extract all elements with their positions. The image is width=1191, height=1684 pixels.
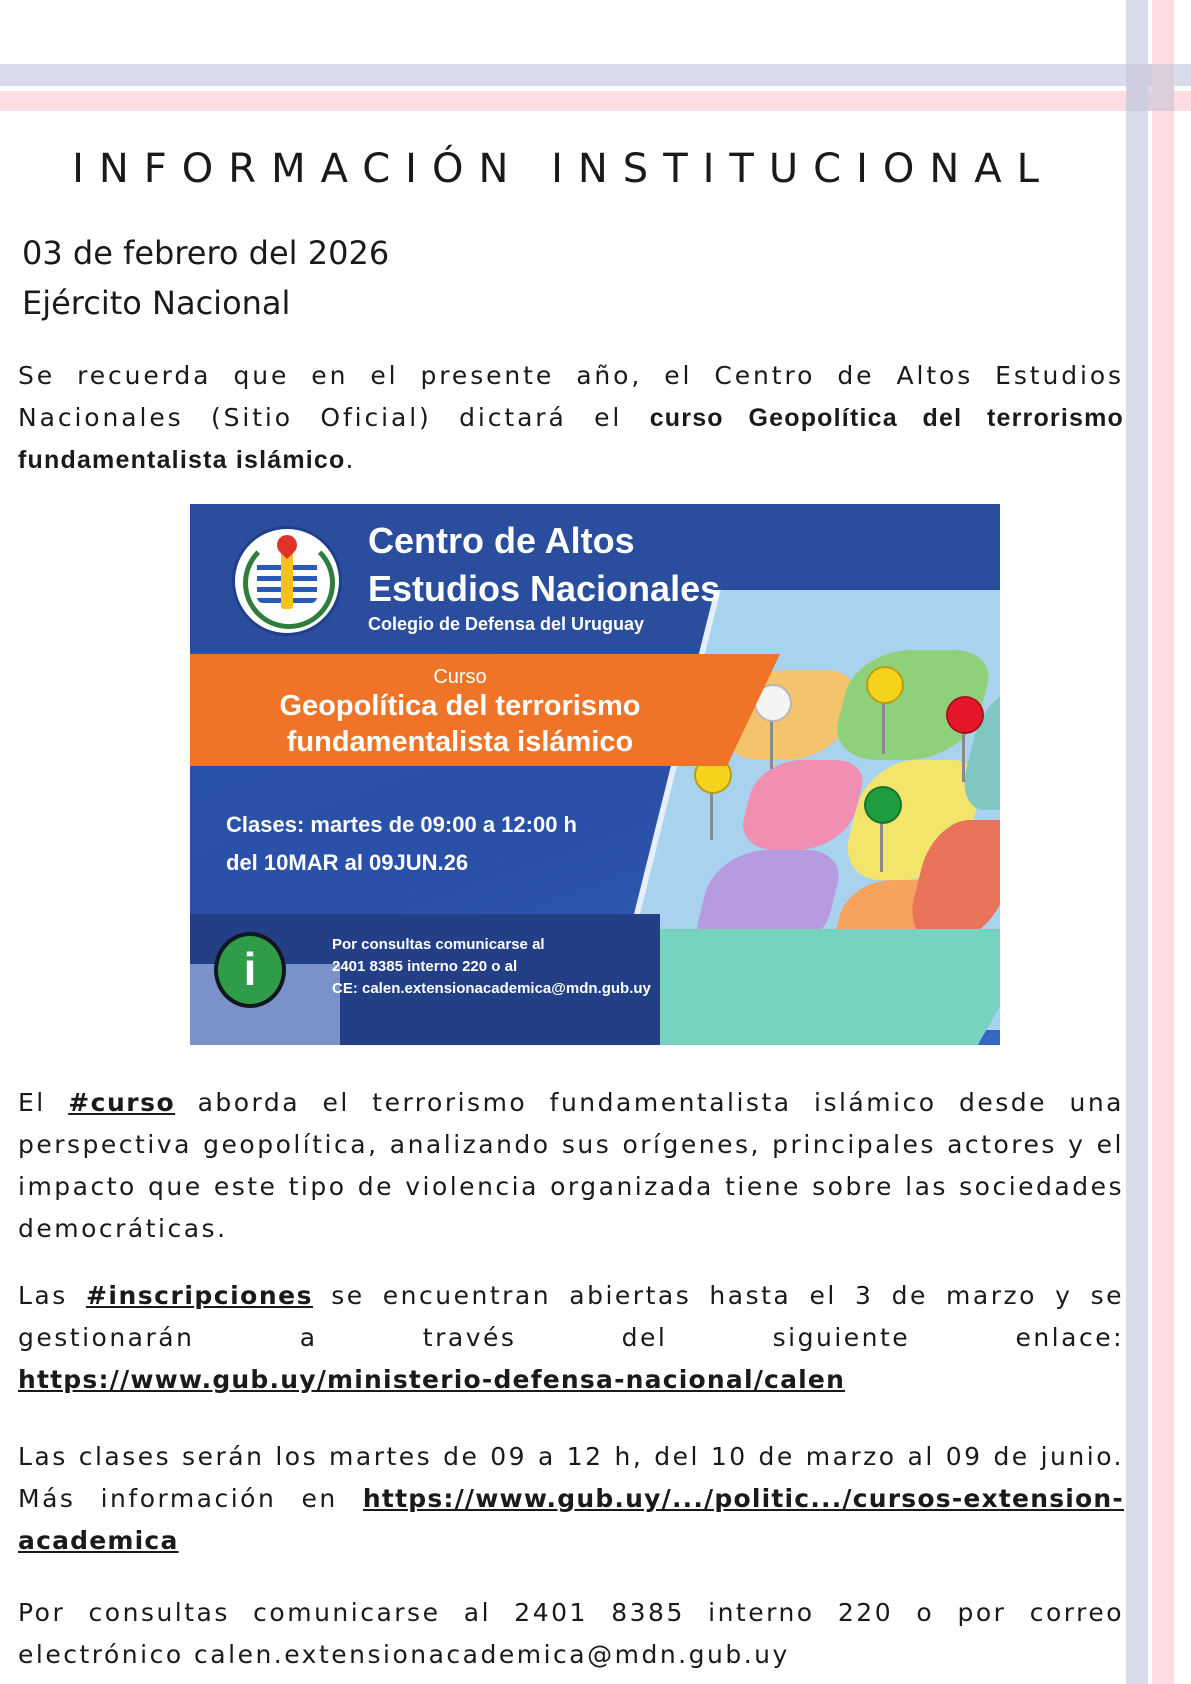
yellow-pin-icon xyxy=(866,666,904,704)
poster-classes-line2: del 10MAR al 09JUN.26 xyxy=(226,850,469,875)
band-intersection xyxy=(1126,64,1174,111)
side-band-blue xyxy=(1126,0,1148,1684)
header-band-blue xyxy=(0,64,1191,86)
poster-subtitle: Colegio de Defensa del Uruguay xyxy=(368,614,645,634)
poster-institution-line2: Estudios Nacionales xyxy=(368,568,721,609)
registration-url-link[interactable]: https://www.gub.uy/ministerio-defensa-nacional/calen xyxy=(18,1365,846,1394)
poster-institution-line1: Centro de Altos xyxy=(368,520,635,561)
more-info-url-link[interactable]: https://www.gub.uy/.../politic.../cursos-extension-academica xyxy=(18,1484,1124,1555)
green-pin-icon xyxy=(864,786,902,824)
publication-date: 03 de febrero del 2026 xyxy=(22,234,390,272)
side-band-red xyxy=(1152,0,1174,1684)
registration-paragraph xyxy=(18,1275,1124,1401)
organization-name: Ejército Nacional xyxy=(22,284,291,322)
page-title: INFORMACIÓN INSTITUCIONAL xyxy=(72,146,1054,192)
paragraph4-text: Las clases serán los martes de 09 a 12 h, del 10 de marzo al 09 de junio. Más información en xyxy=(18,1442,1124,1513)
paragraph3-pre: Las xyxy=(18,1281,86,1310)
poster-course-label: Curso xyxy=(433,666,487,688)
schedule-paragraph xyxy=(18,1436,1124,1562)
course-description-paragraph xyxy=(18,1082,1124,1250)
poster-contact-line1: Por consultas comunicarse al xyxy=(332,936,545,953)
hashtag-inscripciones-link[interactable]: #inscripciones xyxy=(85,1281,313,1310)
paragraph2-pre: El xyxy=(18,1088,69,1117)
intro-text: Se recuerda que en el presente año, el Centro de Altos Estudios Nacionales (Sitio Oficial) dictará el xyxy=(18,361,1124,432)
intro-paragraph xyxy=(18,355,1124,481)
paragraph2-text: aborda el terrorismo fundamentalista islámico desde una perspectiva geopolítica, analizando sus orígenes, principales actores y el impacto que este tipo de violencia organizada tiene sobre las sociedades democráticas. xyxy=(18,1088,1124,1243)
intro-end: . xyxy=(345,445,357,474)
paragraph5-text: Por consultas comunicarse al 2401 8385 interno 220 o por correo electrónico calen.extensionacademica@mdn.gub.uy xyxy=(18,1598,1124,1669)
poster-classes-line1: Clases: martes de 09:00 a 12:00 h xyxy=(226,812,577,837)
poster-contact-line3: CE: calen.extensionacademica@mdn.gub.uy xyxy=(332,980,651,997)
hashtag-curso-link[interactable]: #curso xyxy=(68,1088,176,1117)
red-pin-icon xyxy=(946,696,984,734)
poster-contact-line2: 2401 8385 interno 220 o al xyxy=(332,958,518,975)
poster-course-title-line1: Geopolítica del terrorismo xyxy=(279,690,641,722)
course-poster xyxy=(190,504,1000,1045)
paragraph3-text: se encuentran abiertas hasta el 3 de marzo y se gestionarán a través del siguiente enlace: xyxy=(18,1281,1124,1352)
header-band-red xyxy=(0,91,1191,111)
poster-course-title-line2: fundamentalista islámico xyxy=(286,726,634,758)
contact-paragraph xyxy=(18,1592,1124,1676)
institution-seal-logo xyxy=(232,526,342,636)
course-name-bold: curso Geopolítica del terrorismo fundamentalista islámico xyxy=(18,404,1125,474)
info-icon: i xyxy=(214,932,286,1008)
